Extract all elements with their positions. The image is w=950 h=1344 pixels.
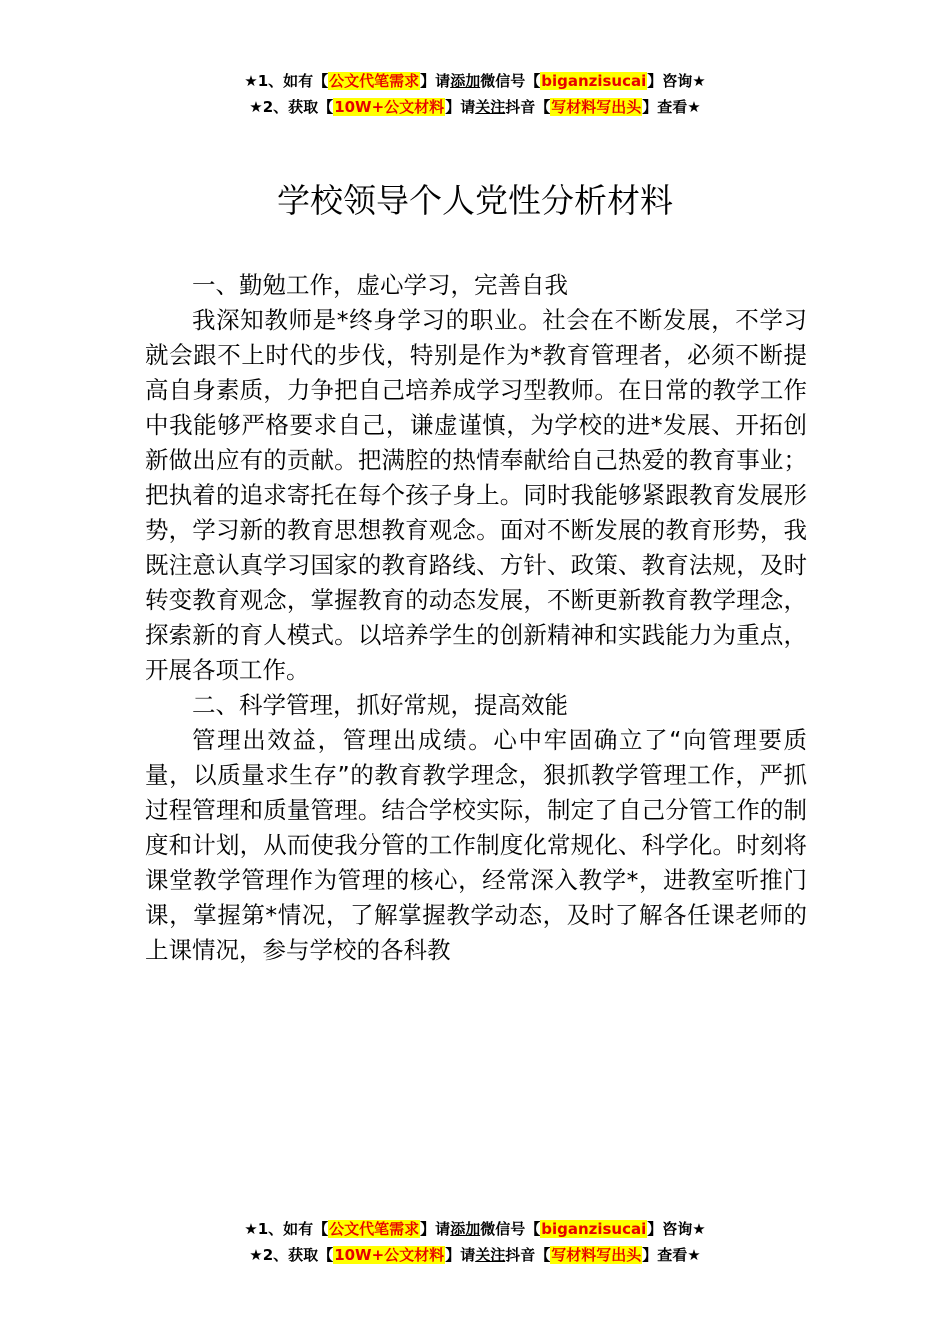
banner-emphasis: 关注 <box>475 1246 506 1264</box>
highlight-wechat-id: biganzisucai <box>541 1220 647 1238</box>
section-heading-1: 一、勤勉工作，虚心学习，完善自我 <box>192 271 568 299</box>
highlight-douyin-account: 写材料写出头 <box>551 98 642 116</box>
banner-text: 微信号【 <box>480 1220 541 1238</box>
highlight-service: 公文代笔需求 <box>329 72 420 90</box>
banner-emphasis: 关注 <box>475 98 506 116</box>
banner-text: 】请 <box>445 1246 476 1264</box>
banner-text: 抖音【 <box>505 98 551 116</box>
banner-text: ★1、如有【 <box>244 1220 329 1238</box>
banner-line-1 <box>0 68 950 94</box>
banner-text: 】咨询★ <box>647 72 706 90</box>
banner-text: 】请 <box>420 72 451 90</box>
banner-line-2 <box>0 94 950 120</box>
paragraph-1: 我深知教师是*终身学习的职业。社会在不断发展，不学习就会跟不上时代的步伐，特别是作为*教育管理者，必须不断提高自身素质，力争把自己培养成学习型教师。在日常的教学工作中我能够严格要求自己，谦虚谨慎，为学校的进*发展、开拓创新做出应有的贡献。把满腔的热情奉献给自己热爱的教育事业；把执着的追求寄托在每个孩子身上。同时我能够紧跟教育发展形势，学习新的教育思想教育观念。面对不断发展的教育形势，我既注意认真学习国家的教育路线、方针、政策、教育法规，及时转变教育观念，掌握教育的动态发展，不断更新教育教学理念，探索新的育人模式。以培养学生的创新精神和实践能力为重点，开展各项工作。 <box>145 306 807 684</box>
banner-text: ★1、如有【 <box>244 72 329 90</box>
banner-text: 】请 <box>420 1220 451 1238</box>
header-banner <box>0 68 950 120</box>
banner-line-2 <box>0 1242 950 1268</box>
banner-text: 】查看★ <box>642 98 701 116</box>
banner-emphasis: 添加 <box>450 1220 481 1238</box>
document-body <box>145 268 807 968</box>
footer-banner <box>0 1216 950 1268</box>
banner-text: 抖音【 <box>505 1246 551 1264</box>
section-heading-2: 二、科学管理，抓好常规，提高效能 <box>192 691 568 719</box>
paragraph-2: 管理出效益，管理出成绩。心中牢固确立了“向管理要质量，以质量求生存”的教育教学理念，狠抓教学管理工作，严抓过程管理和质量管理。结合学校实际，制定了自己分管工作的制度和计划，从而使我分管的工作制度化常规化、科学化。时刻将课堂教学管理作为管理的核心，经常深入教学*，进教室听推门课，掌握第*情况，了解掌握教学动态，及时了解各任课老师的上课情况，参与学校的各科教 <box>145 726 807 964</box>
banner-text: 】咨询★ <box>647 1220 706 1238</box>
highlight-materials: 10W+公文材料 <box>334 1246 445 1264</box>
document-title: 学校领导个人党性分析材料 <box>277 181 673 220</box>
banner-text: 微信号【 <box>480 72 541 90</box>
highlight-douyin-account: 写材料写出头 <box>551 1246 642 1264</box>
highlight-materials: 10W+公文材料 <box>334 98 445 116</box>
banner-text: ★2、获取【 <box>249 1246 334 1264</box>
banner-emphasis: 添加 <box>450 72 481 90</box>
highlight-wechat-id: biganzisucai <box>541 72 647 90</box>
banner-text: ★2、获取【 <box>249 98 334 116</box>
banner-text: 】查看★ <box>642 1246 701 1264</box>
highlight-service: 公文代笔需求 <box>329 1220 420 1238</box>
banner-line-1 <box>0 1216 950 1242</box>
banner-text: 】请 <box>445 98 476 116</box>
